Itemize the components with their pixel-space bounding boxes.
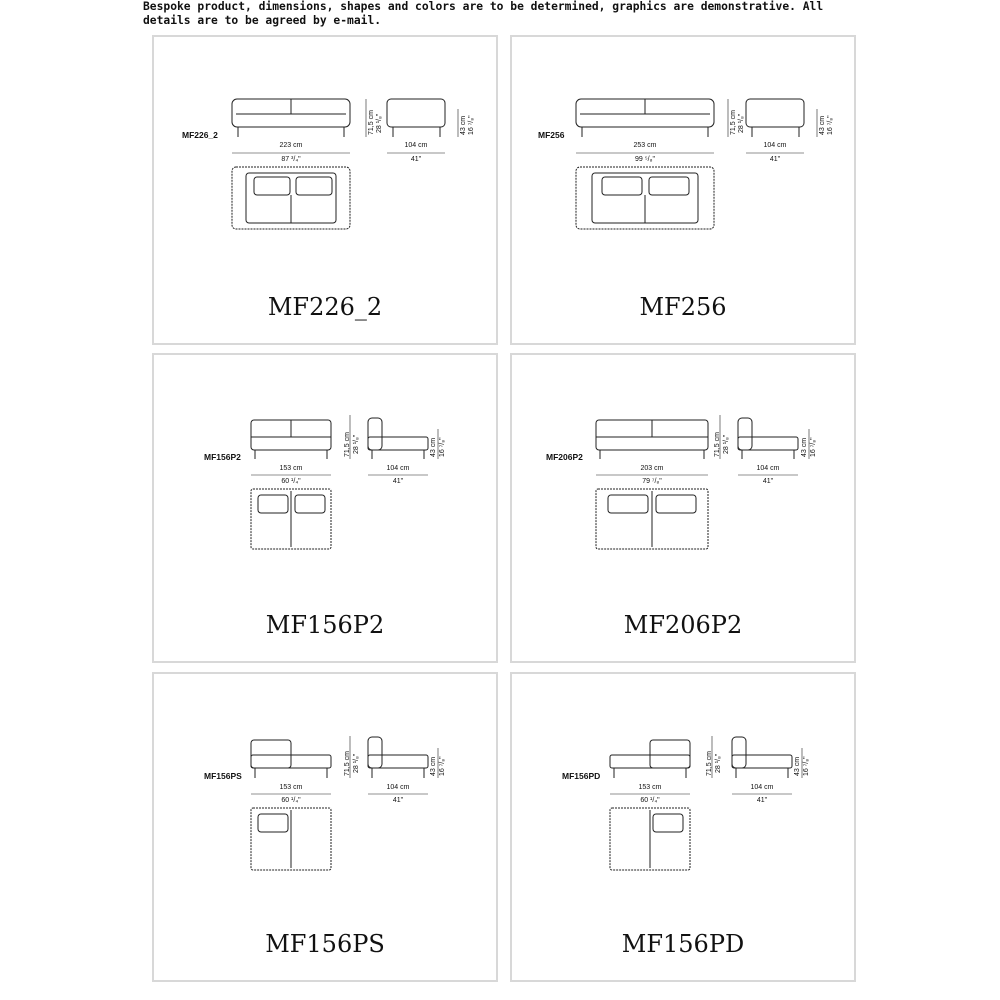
model-code-label: MF206P2 (546, 452, 583, 462)
height-cm-label: 71,5 cm (344, 432, 351, 457)
width-cm-label: 223 cm (279, 142, 303, 149)
width-in-label: 60 ¹/₄" (640, 797, 660, 804)
seat-cm-label: 43 cm (430, 437, 437, 457)
model-code-label: MF156PS (204, 771, 242, 781)
height-cm-label: 71,5 cm (714, 432, 721, 457)
seat-cm-label: 43 cm (819, 115, 826, 135)
depth-cm-label: 104 cm (386, 465, 410, 472)
disclaimer-line-1: Bespoke product, dimensions, shapes and colors are to be determined, graphics are demonstrative. All (143, 0, 824, 13)
product-panel-mf156ps[interactable] (152, 672, 498, 982)
seat-cm-label: 43 cm (430, 756, 437, 776)
seat-in-label: 16 ⁷/₈" (468, 115, 475, 135)
depth-cm-label: 104 cm (404, 142, 428, 149)
product-panel-mf256[interactable] (510, 35, 856, 345)
product-panel-mf156p2[interactable] (152, 353, 498, 663)
model-name-title: MF256 (639, 293, 727, 321)
seat-cm-label: 43 cm (794, 756, 801, 776)
depth-in-label: 41" (756, 797, 768, 804)
depth-cm-label: 104 cm (763, 142, 787, 149)
height-cm-label: 71,5 cm (730, 110, 737, 135)
height-in-label: 28 ¹/₈" (738, 113, 745, 133)
seat-in-label: 16 ⁷/₈" (827, 115, 834, 135)
width-cm-label: 203 cm (640, 465, 664, 472)
height-cm-label: 71,5 cm (344, 751, 351, 776)
width-in-label: 60 ¹/₄" (281, 797, 301, 804)
disclaimer-text (143, 0, 843, 28)
depth-cm-label: 104 cm (756, 465, 780, 472)
width-in-label: 99 ⁵/₈" (635, 156, 655, 163)
model-code-label: MF226_2 (182, 130, 218, 140)
product-panel-mf206p2[interactable] (510, 353, 856, 663)
depth-cm-label: 104 cm (750, 784, 774, 791)
height-in-label: 28 ¹/₈" (353, 434, 360, 454)
width-cm-label: 253 cm (633, 142, 657, 149)
seat-cm-label: 43 cm (460, 115, 467, 135)
width-cm-label: 153 cm (638, 784, 662, 791)
depth-in-label: 41" (762, 478, 774, 485)
model-name-title: MF156PS (265, 930, 385, 958)
height-in-label: 28 ¹/₈" (723, 434, 730, 454)
width-cm-label: 153 cm (279, 784, 303, 791)
width-in-label: 87 ³/₄" (281, 156, 301, 163)
height-in-label: 28 ¹/₈" (376, 113, 383, 133)
seat-cm-label: 43 cm (801, 437, 808, 457)
depth-in-label: 41" (392, 797, 404, 804)
height-in-label: 28 ¹/₈" (715, 753, 722, 773)
seat-in-label: 16 ⁷/₈" (439, 756, 446, 776)
model-code-label: MF156PD (562, 771, 601, 781)
height-in-label: 28 ¹/₈" (353, 753, 360, 773)
model-name-title: MF226_2 (267, 293, 383, 321)
model-name-title: MF156P2 (265, 611, 385, 639)
width-in-label: 79 ⁷/₈" (642, 478, 662, 485)
seat-in-label: 16 ⁷/₈" (810, 437, 817, 457)
seat-in-label: 16 ⁷/₈" (439, 437, 446, 457)
seat-in-label: 16 ⁷/₈" (803, 756, 810, 776)
depth-in-label: 41" (769, 156, 781, 163)
product-panel-mf156pd[interactable] (510, 672, 856, 982)
height-cm-label: 71,5 cm (706, 751, 713, 776)
model-name-title: MF206P2 (623, 611, 743, 639)
disclaimer-line-2: details are to be agreed by e-mail. (143, 14, 382, 27)
product-panel-mf226-2[interactable] (152, 35, 498, 345)
width-cm-label: 153 cm (279, 465, 303, 472)
height-cm-label: 71,5 cm (368, 110, 375, 135)
model-code-label: MF256 (538, 130, 565, 140)
depth-cm-label: 104 cm (386, 784, 410, 791)
model-code-label: MF156P2 (204, 452, 241, 462)
depth-in-label: 41" (410, 156, 422, 163)
depth-in-label: 41" (392, 478, 404, 485)
width-in-label: 60 ¹/₄" (281, 478, 301, 485)
model-name-title: MF156PD (621, 930, 745, 958)
